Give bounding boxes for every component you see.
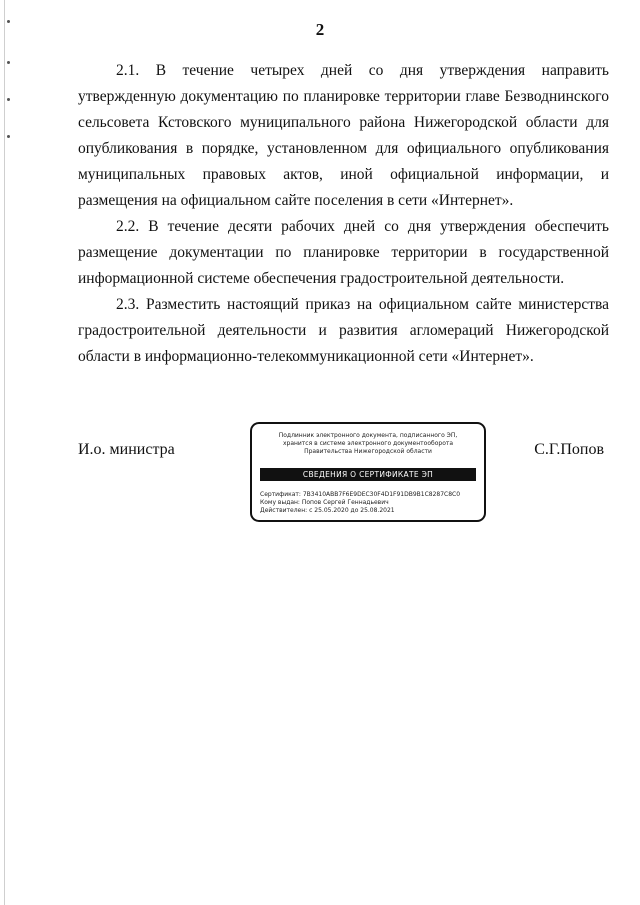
signatory-title: И.о. министра bbox=[78, 441, 175, 458]
stamp-caption-line: Правительства Нижегородской области bbox=[304, 448, 432, 455]
stamp-caption-line: хранится в системе электронного документооборота bbox=[282, 440, 454, 447]
stamp-caption-line: Подлинник электронного документа, подписанного ЭП, bbox=[278, 432, 458, 439]
paragraph-2-1: 2.1. В течение четырех дней со дня утверждения направить утвержденную документацию по планировке территории главе Безводнинского сельсовета Кстовского муниципального района Нижегородской области для опубликования в порядке, установленном для официального опубликования муниципальных правовых актов, иной официальной информации, и размещения на официальном сайте поселения в сети «Интернет». bbox=[78, 62, 609, 209]
document-body bbox=[78, 58, 609, 370]
stamp-certificate: Сертификат: 7B3410ABB7F6E9DEC30F4D1F91DB9B1C8287C8C0 bbox=[260, 491, 461, 498]
stamp-header: СВЕДЕНИЯ О СЕРТИФИКАТЕ ЭП bbox=[260, 468, 476, 481]
paragraph-2-2: 2.2. В течение десяти рабочих дней со дня утверждения обеспечить размещение документации по планировке территории в государственной информационной системе обеспечения градостроительной деятельности. bbox=[78, 218, 609, 287]
stamp-issued-to: Кому выдан: Попов Сергей Геннадьевич bbox=[260, 499, 389, 506]
stamp-details bbox=[260, 491, 480, 515]
scan-speck bbox=[7, 61, 10, 64]
stamp-validity: Действителен: с 25.05.2020 до 25.08.2021 bbox=[260, 507, 395, 514]
scan-edge bbox=[4, 0, 5, 905]
scan-speck bbox=[7, 98, 10, 101]
paragraph-2-3: 2.3. Разместить настоящий приказ на официальном сайте министерства градостроительной деятельности и развития агломераций Нижегородской области в информационно-телекоммуникационной сети «Интернет». bbox=[78, 296, 609, 365]
scan-speck bbox=[7, 135, 10, 138]
electronic-signature-stamp bbox=[250, 422, 486, 522]
signatory-name: С.Г.Попов bbox=[534, 441, 604, 458]
page-number: 2 bbox=[315, 20, 325, 39]
stamp-caption bbox=[252, 432, 484, 456]
